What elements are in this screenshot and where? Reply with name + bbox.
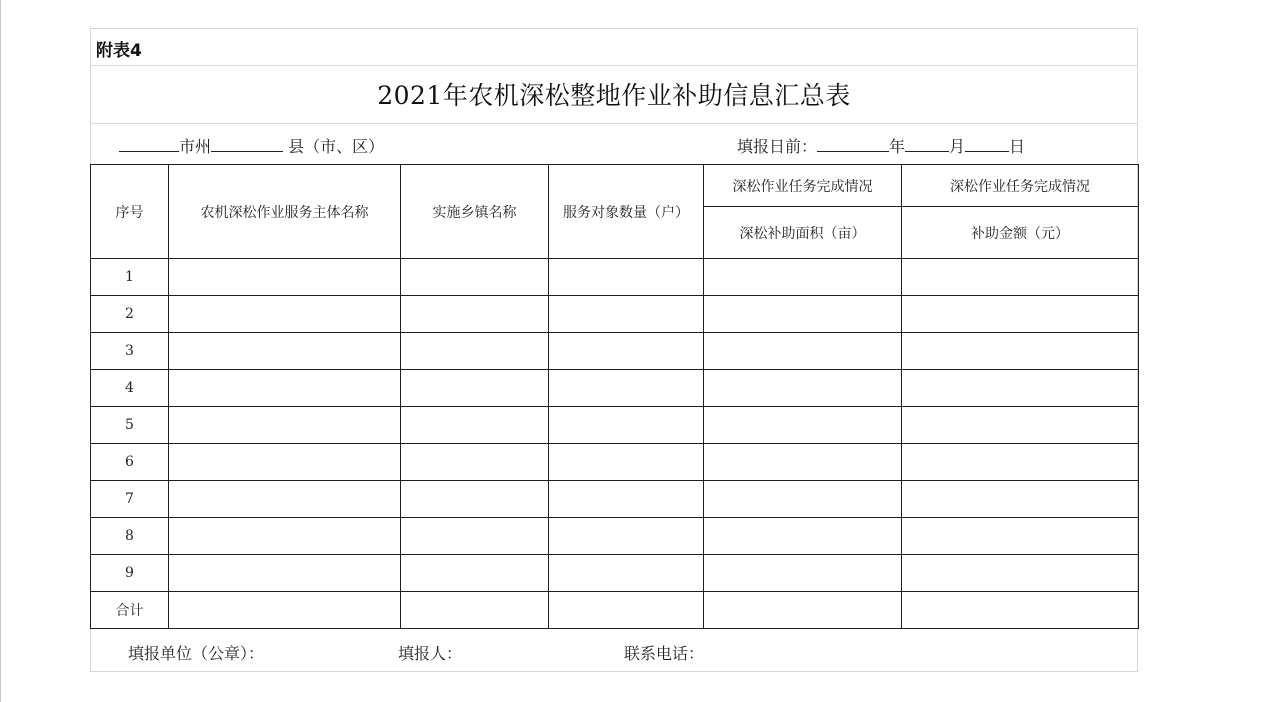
amount-cell[interactable]	[902, 592, 1139, 629]
day-blank[interactable]	[965, 135, 1009, 152]
area-cell[interactable]	[704, 407, 902, 444]
entity-name-cell[interactable]	[169, 296, 401, 333]
row-number: 1	[91, 259, 169, 296]
table-row	[91, 518, 1139, 555]
service-count-cell[interactable]	[549, 518, 704, 555]
total-row	[91, 592, 1139, 629]
area-cell[interactable]	[704, 296, 902, 333]
row-number: 6	[91, 444, 169, 481]
entity-name-cell[interactable]	[169, 444, 401, 481]
table-row	[91, 407, 1139, 444]
entity-name-cell[interactable]	[169, 518, 401, 555]
row-number: 3	[91, 333, 169, 370]
area-cell[interactable]	[704, 333, 902, 370]
service-count-cell[interactable]	[549, 259, 704, 296]
table-row	[91, 296, 1139, 333]
entity-name-cell[interactable]	[169, 333, 401, 370]
service-count-cell[interactable]	[549, 370, 704, 407]
table-row	[91, 555, 1139, 592]
summary-table	[90, 164, 1139, 629]
table-row	[91, 444, 1139, 481]
page-left-edge	[0, 0, 1, 702]
month-blank[interactable]	[905, 135, 949, 152]
amount-cell[interactable]	[902, 333, 1139, 370]
town-name-cell[interactable]	[401, 444, 549, 481]
header-seq: 序号	[91, 165, 169, 259]
annex-label: 附表4	[96, 41, 142, 61]
header-amount: 补助金额（元）	[902, 207, 1139, 259]
area-cell[interactable]	[704, 518, 902, 555]
row-number: 9	[91, 555, 169, 592]
city-label: 市州	[179, 137, 212, 156]
table-row	[91, 370, 1139, 407]
area-cell[interactable]	[704, 481, 902, 518]
amount-cell[interactable]	[902, 555, 1139, 592]
header-row	[91, 165, 1139, 207]
header-group-area: 深松作业任务完成情况	[704, 165, 902, 207]
amount-cell[interactable]	[902, 481, 1139, 518]
amount-cell[interactable]	[902, 296, 1139, 333]
county-blank[interactable]	[211, 135, 283, 152]
city-blank[interactable]	[119, 135, 179, 152]
town-name-cell[interactable]	[401, 259, 549, 296]
entity-name-cell[interactable]	[169, 370, 401, 407]
amount-cell[interactable]	[902, 370, 1139, 407]
footer-reporter-label: 填报人：	[398, 644, 463, 663]
service-count-cell[interactable]	[549, 481, 704, 518]
area-cell[interactable]	[704, 555, 902, 592]
row-number: 5	[91, 407, 169, 444]
service-count-cell[interactable]	[549, 333, 704, 370]
day-label: 日	[1009, 137, 1026, 156]
town-name-cell[interactable]	[401, 592, 549, 629]
row-divider	[90, 65, 1138, 66]
area-cell[interactable]	[704, 592, 902, 629]
entity-name-cell[interactable]	[169, 592, 401, 629]
amount-cell[interactable]	[902, 407, 1139, 444]
entity-name-cell[interactable]	[169, 259, 401, 296]
service-count-cell[interactable]	[549, 407, 704, 444]
town-name-cell[interactable]	[401, 518, 549, 555]
table-row	[91, 481, 1139, 518]
service-count-cell[interactable]	[549, 555, 704, 592]
footer-phone-label: 联系电话：	[624, 644, 705, 663]
entity-name-cell[interactable]	[169, 555, 401, 592]
fill-date-label: 填报日前：	[737, 137, 818, 156]
area-cell[interactable]	[704, 259, 902, 296]
service-count-cell[interactable]	[549, 296, 704, 333]
fill-date-line	[737, 134, 1025, 157]
header-group-amount: 深松作业任务完成情况	[902, 165, 1139, 207]
town-name-cell[interactable]	[401, 481, 549, 518]
area-cell[interactable]	[704, 370, 902, 407]
town-name-cell[interactable]	[401, 333, 549, 370]
town-name-cell[interactable]	[401, 296, 549, 333]
header-town-name: 实施乡镇名称	[401, 165, 549, 259]
year-label: 年	[889, 137, 906, 156]
amount-cell[interactable]	[902, 518, 1139, 555]
document-title: 2021年农机深松整地作业补助信息汇总表	[377, 81, 851, 110]
entity-name-cell[interactable]	[169, 481, 401, 518]
row-divider	[90, 123, 1138, 124]
table-row	[91, 333, 1139, 370]
row-number: 8	[91, 518, 169, 555]
row-number: 2	[91, 296, 169, 333]
header-area: 深松补助面积（亩）	[704, 207, 902, 259]
amount-cell[interactable]	[902, 444, 1139, 481]
header-entity-name: 农机深松作业服务主体名称	[169, 165, 401, 259]
service-count-cell[interactable]	[549, 444, 704, 481]
table-row	[91, 259, 1139, 296]
area-cell[interactable]	[704, 444, 902, 481]
region-line	[119, 134, 384, 157]
entity-name-cell[interactable]	[169, 407, 401, 444]
header-service-count: 服务对象数量（户）	[549, 165, 704, 259]
town-name-cell[interactable]	[401, 555, 549, 592]
row-number: 7	[91, 481, 169, 518]
service-count-cell[interactable]	[549, 592, 704, 629]
year-blank[interactable]	[817, 135, 889, 152]
row-number: 4	[91, 370, 169, 407]
month-label: 月	[949, 137, 966, 156]
footer-unit-label: 填报单位（公章）：	[128, 644, 265, 663]
amount-cell[interactable]	[902, 259, 1139, 296]
total-label: 合计	[91, 592, 169, 629]
county-label: 县（市、区）	[288, 137, 385, 156]
town-name-cell[interactable]	[401, 407, 549, 444]
town-name-cell[interactable]	[401, 370, 549, 407]
